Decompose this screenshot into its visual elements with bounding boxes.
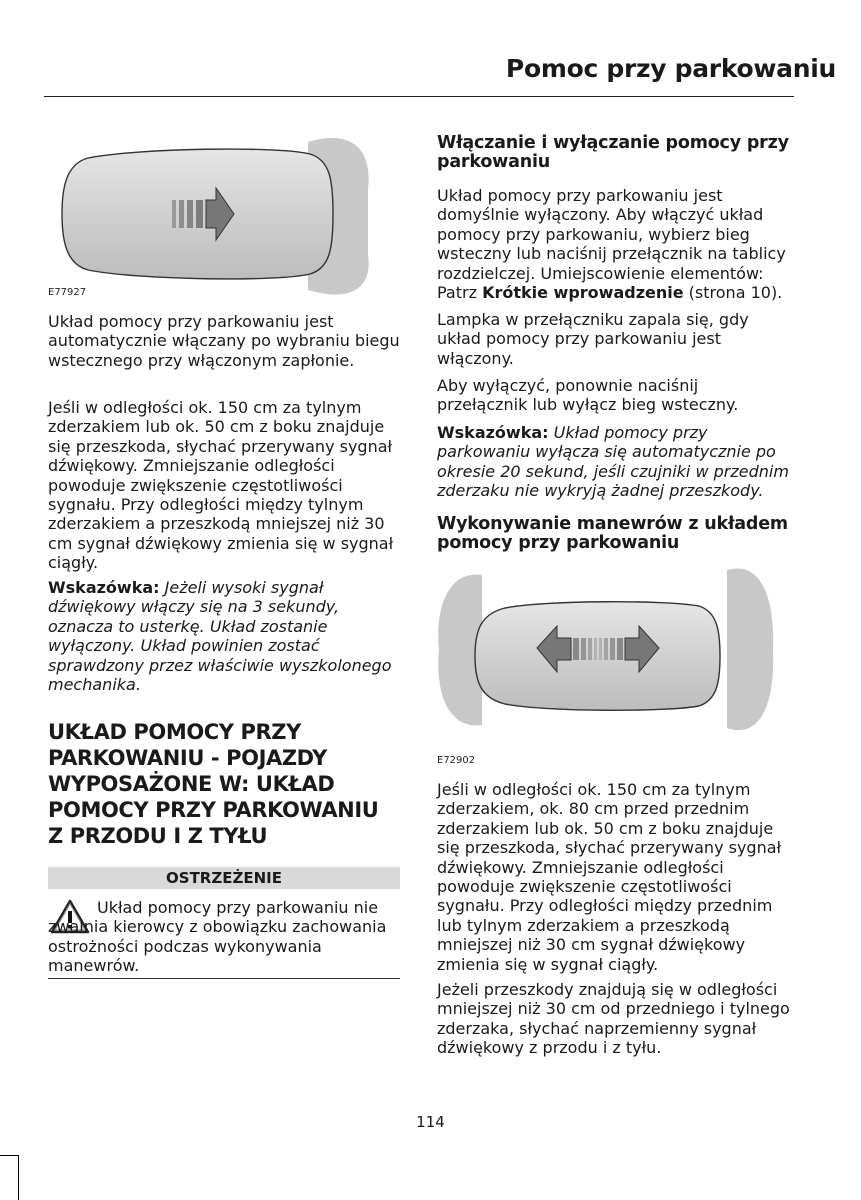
paragraph-text: Aby wyłączyć, ponownie naciśnij przełącznik lub wyłącz bieg wsteczny. — [437, 376, 739, 415]
paragraph-text: Jeżeli przeszkody znajdują się w odległości mniejszej niż 30 cm od przedniego i tylnego zderzaka, słychać naprzemienny sygnał dźwiękowy z przodu i z tyłu. — [437, 980, 790, 1058]
paragraph-text: Jeśli w odległości ok. 150 cm za tylnym zderzakiem lub ok. 50 cm z boku znajduje się przeszkoda, słychać przerywany sygnał dźwiękowy. Zmniejszanie odległości powoduje zwiększenie częstotliwości sygnału. Przy odległości między tylnym zderzakiem a przeszkodą mniejszej niż 30 cm sygnał dźwiękowy zmienia się w sygnał ciągły. — [48, 398, 394, 573]
right-paragraph-1 — [437, 186, 793, 302]
section-heading: UKŁAD POMOCY PRZY PARKOWANIU - POJAZDY WYPOSAŻONE W: UKŁAD POMOCY PRZY PARKOWANIU Z PRZODU I Z TYŁU — [48, 720, 379, 848]
subheading-maneuvering: Wykonywanie manewrów z układem pomocy przy parkowaniu — [437, 514, 788, 553]
right-paragraph-4 — [437, 780, 793, 974]
car-body — [475, 602, 720, 711]
reference-link[interactable]: Krótkie wprowadzenie — [482, 283, 684, 303]
right-paragraph-2 — [437, 310, 793, 368]
warning-text: Układ pomocy przy parkowaniu nie zwalnia kierowcy z obowiązku zachowania ostrożności podczas wykonywania manewrów. — [48, 898, 387, 976]
left-paragraph-2 — [48, 398, 400, 573]
right-paragraph-3 — [437, 376, 793, 415]
paragraph-text: Układ pomocy przy parkowaniu jest automatycznie włączany po wybraniu biegu wstecznego przy włączonym zapłonie. — [48, 312, 400, 370]
note-text: Układ pomocy przy parkowaniu wyłącza się automatycznie po okresie 20 sekund, jeśli czujniki w przednim zderzaku nie wykryją żadnej przeszkody. — [437, 423, 789, 501]
paragraph-text: Jeśli w odległości ok. 150 cm za tylnym zderzakiem, ok. 80 cm przed przednim zderzakiem lub ok. 50 cm z boku znajduje się przeszkoda, słychać przerywany sygnał dźwiękowy. Zmniejszanie odległości powoduje zwiększenie częstotliwości sygnału. Przy odległości między przednim lub tylnym zderzakiem a przeszkodą mniejszej niż 30 cm sygnał dźwiękowy zmienia się w sygnał ciągły. — [437, 780, 782, 974]
figure-id: E72902 — [437, 755, 476, 766]
note-text: Jeżeli wysoki sygnał dźwiękowy włączy się na 3 sekundy, oznacza to usterkę. Układ zostanie wyłączony. Układ powinien zostać sprawdzony przez właściwie wyszkolonego mechanika. — [48, 578, 392, 695]
rear-parking-figure — [48, 130, 400, 300]
note-block-2 — [437, 423, 793, 501]
crop-mark — [0, 1155, 18, 1156]
note-label: Wskazówka: — [48, 578, 160, 597]
right-paragraph-5 — [437, 980, 793, 1058]
paragraph-text: Lampka w przełączniku zapala się, gdy układ pomocy przy parkowaniu jest włączony. — [437, 310, 749, 368]
figure-id: E77927 — [48, 287, 87, 298]
paragraph-text: Układ pomocy przy parkowaniu jest domyślnie wyłączony. Aby włączyć układ pomocy przy parkowaniu, wybierz bieg wsteczny lub naciśnij przełącznik na tablicy rozdzielczej. Umiejscowienie elementów: Patrz — [437, 186, 786, 303]
crop-mark — [18, 1155, 19, 1200]
page-number: 114 — [416, 1113, 445, 1131]
warning-title: OSTRZEŻENIE — [48, 867, 400, 889]
page-title: Pomoc przy parkowaniu — [505, 54, 836, 83]
note-label: Wskazówka: — [437, 423, 549, 442]
header-divider — [44, 96, 794, 97]
rear-detection-zone — [727, 568, 773, 730]
subheading-on-off: Włączanie i wyłączanie pomocy przy parkowaniu — [437, 133, 789, 172]
front-rear-parking-figure — [437, 560, 793, 740]
warning-divider — [48, 978, 400, 979]
note-block — [48, 578, 400, 694]
left-paragraph-1 — [48, 312, 400, 370]
paragraph-text: (strona 10). — [683, 283, 783, 303]
